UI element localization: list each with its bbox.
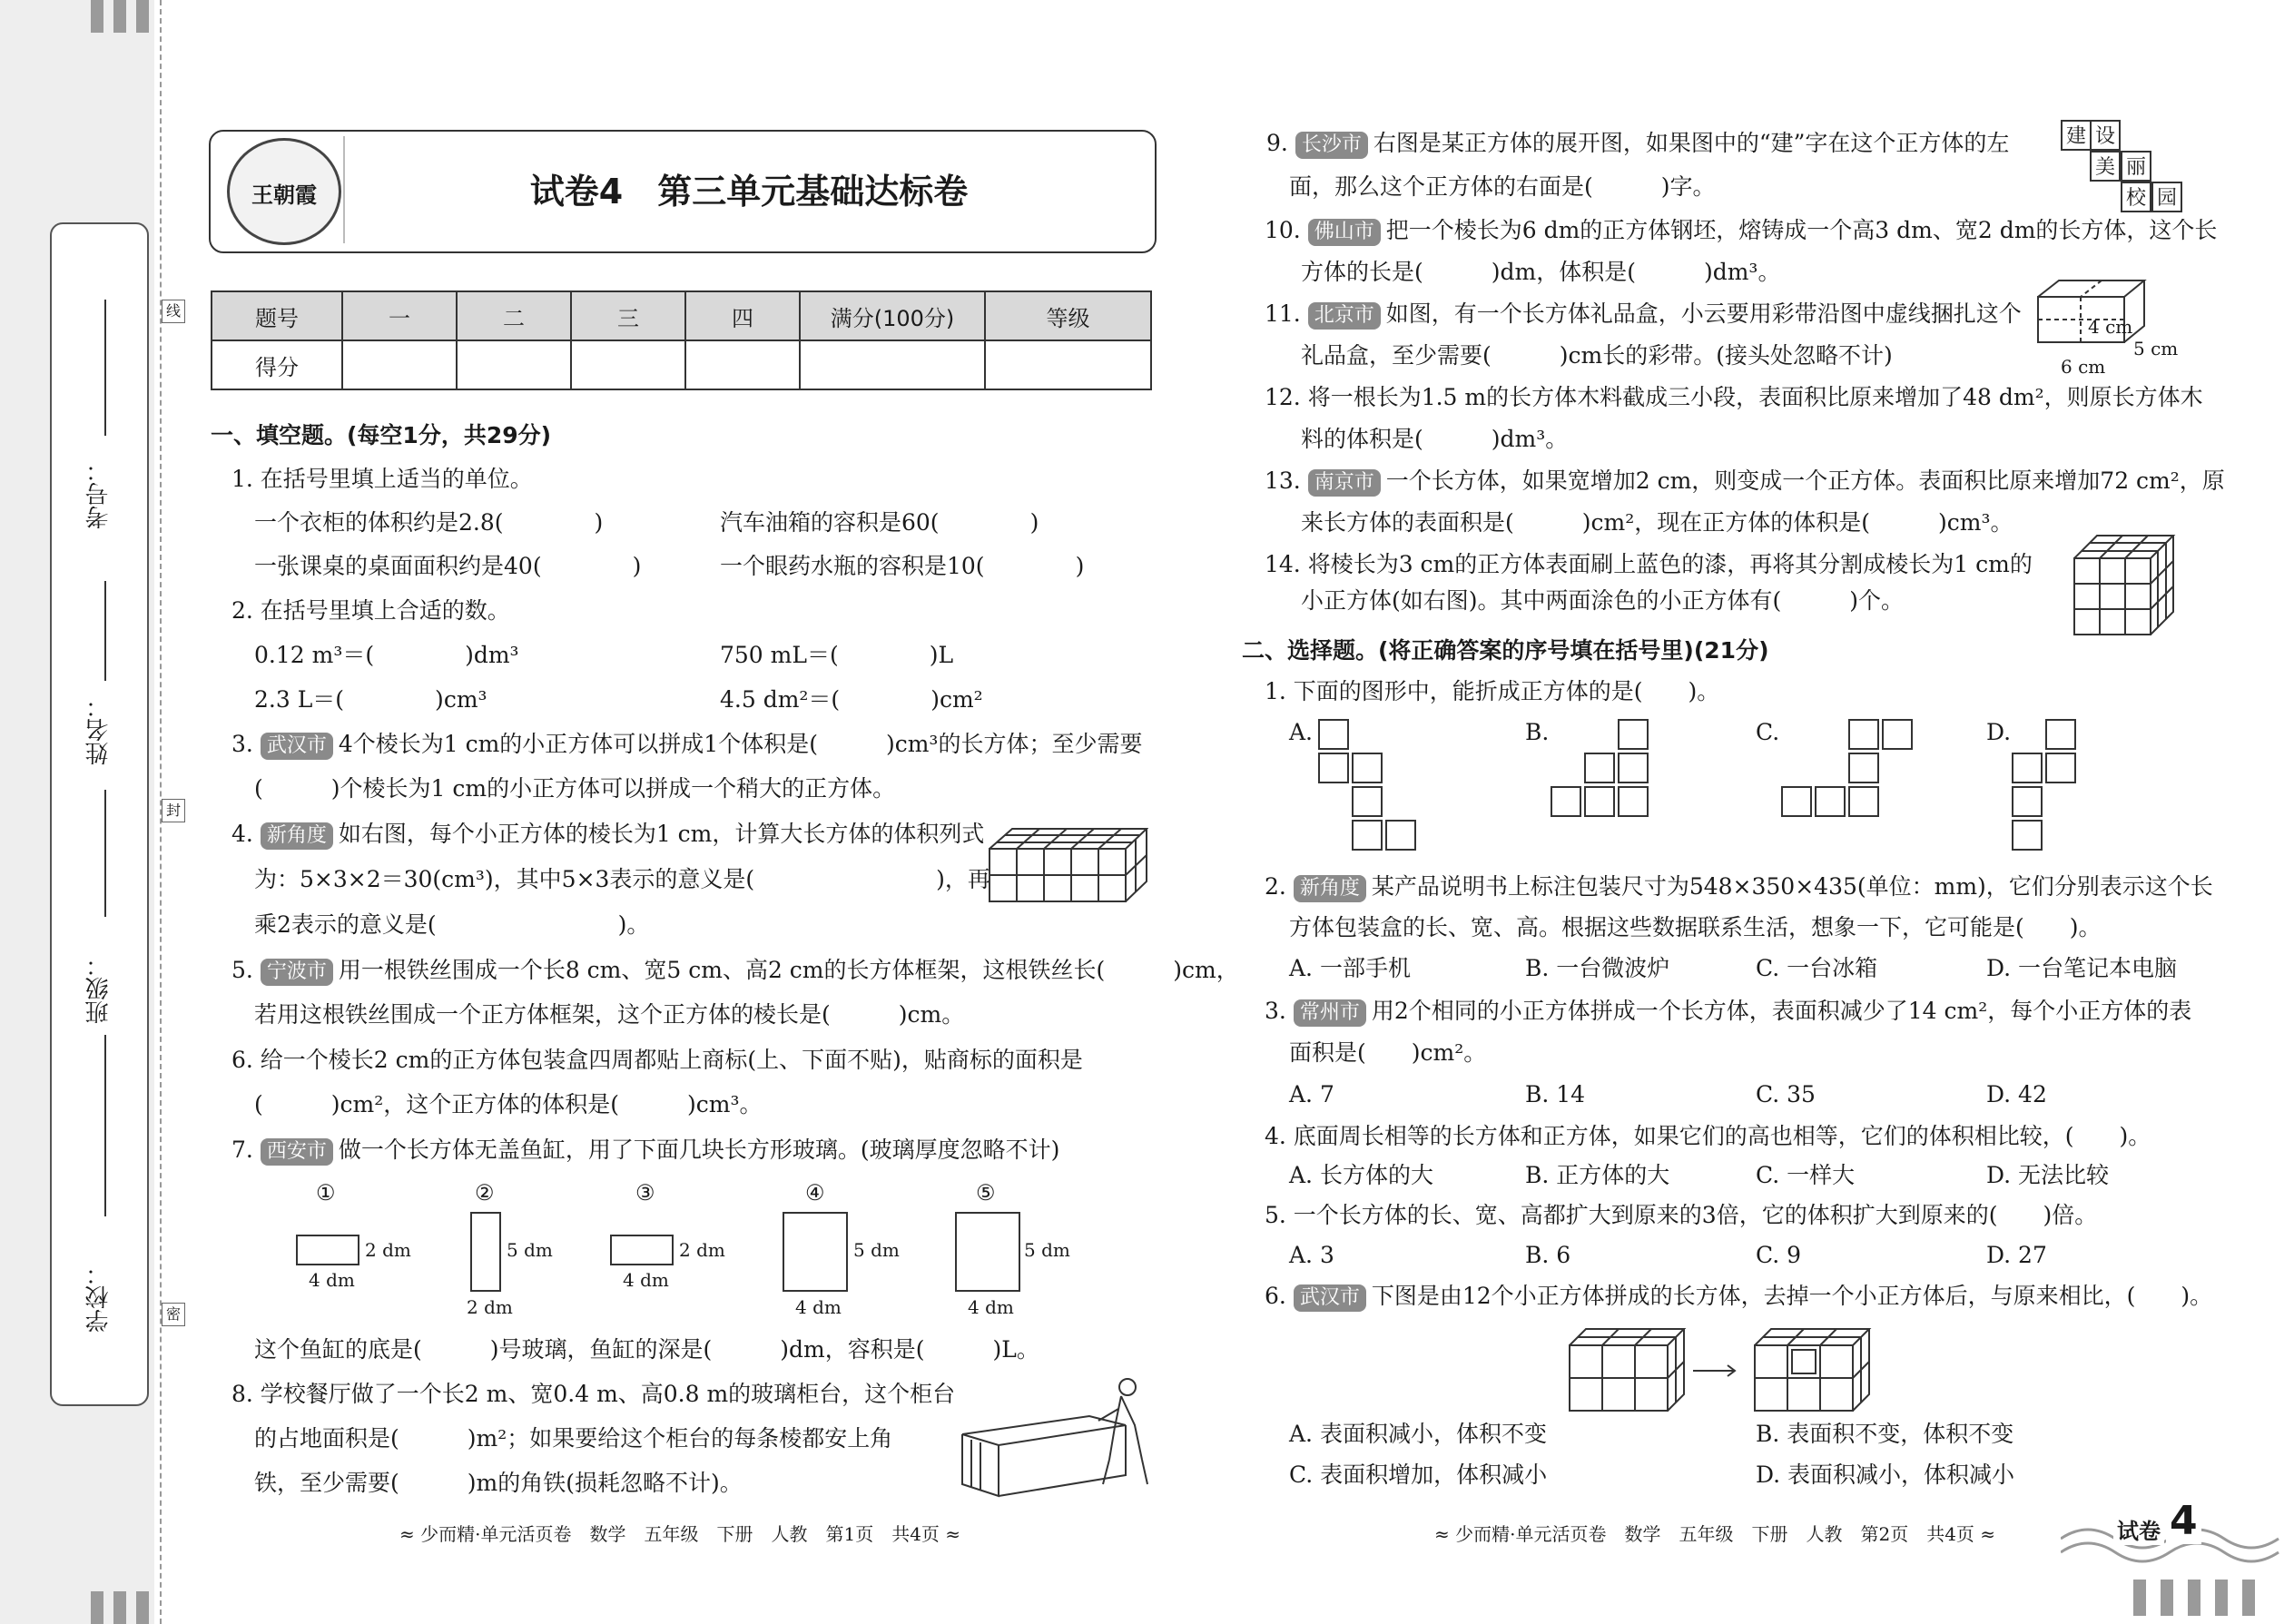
net-cell-li: 丽 <box>2121 151 2151 182</box>
glass-3-dim-r: 2 dm <box>679 1239 725 1261</box>
q5-num: 5. <box>231 957 253 983</box>
net-cell-jian: 建 <box>2061 120 2092 151</box>
glass-1 <box>296 1235 359 1265</box>
q8-line3: 铁，至少需要( )m的角铁(损耗忽略不计)。 <box>254 1470 743 1496</box>
cuboid-remove-cube-figure <box>1566 1325 1875 1416</box>
c1-opt-d: D. <box>1986 719 2012 745</box>
q3-line2: ( )个棱长为1 cm的小正方体可以拼成一个稍大的正方体。 <box>254 775 896 802</box>
net-square <box>1815 786 1846 817</box>
q4-text1: 如右图，每个小正方体的棱长为1 cm，计算大长方体的体积列式 <box>338 821 985 847</box>
region-tag: 南京市 <box>1308 469 1381 497</box>
glass-3-dim-b: 4 dm <box>623 1269 669 1291</box>
c5-opt-a[interactable]: A. 3 <box>1289 1242 1334 1268</box>
th-4: 四 <box>685 291 800 340</box>
net-square <box>1584 753 1615 783</box>
kaohao-line[interactable] <box>104 300 106 436</box>
kaohao-label: 考号： <box>85 458 113 529</box>
q2-b: 750 mL＝( )L <box>720 642 954 668</box>
q2-stem: 2. 在括号里填上合适的数。 <box>231 597 510 624</box>
region-tag: 宁波市 <box>261 959 333 986</box>
gift-dim-height: 4 cm <box>2088 316 2133 338</box>
q14-line1: 14. 将棱长为3 cm的正方体表面刷上蓝色的漆，再将其分割成棱长为1 cm的 <box>1265 551 2033 577</box>
c6-opt-a[interactable]: A. 表面积减小，体积不变 <box>1289 1421 1547 1447</box>
c6-opt-c[interactable]: C. 表面积增加，体积减小 <box>1289 1462 1548 1488</box>
net-cell-yuan: 园 <box>2151 182 2182 212</box>
glass-2-dim-b: 2 dm <box>467 1296 513 1318</box>
c1-stem: 1. 下面的图形中，能折成正方体的是( )。 <box>1265 678 1720 704</box>
student-info-box <box>50 222 149 1406</box>
net-square <box>1781 786 1812 817</box>
score-cell[interactable] <box>571 340 685 389</box>
region-tag: 北京市 <box>1308 302 1381 330</box>
bind-char: 封 <box>162 799 185 822</box>
q14-line2: 小正方体(如右图)。其中两面涂色的小正方体有( )个。 <box>1301 587 1905 614</box>
q4-line3: 乘2表示的意义是( )。 <box>254 911 650 938</box>
q4-num: 4. <box>231 821 253 847</box>
th-tihao: 题号 <box>212 291 342 340</box>
q3-text1: 4个棱长为1 cm的小正方体可以拼成1个体积是( )cm³的长方体；至少需要 <box>338 731 1143 757</box>
register-mark <box>136 1591 149 1624</box>
net-cell-xiao: 校 <box>2121 182 2151 212</box>
q9-line2: 面，那么这个正方体的右面是( )字。 <box>1289 173 1716 200</box>
score-table <box>211 290 1152 390</box>
th-1: 一 <box>342 291 457 340</box>
glass-label-3: ③ <box>635 1180 655 1206</box>
register-mark <box>2188 1580 2200 1616</box>
logo-text: 王朝霞 <box>251 182 317 208</box>
register-mark <box>113 0 126 33</box>
page-title: 试卷4 第三单元基础达标卷 <box>529 172 969 212</box>
net-square <box>1352 786 1383 817</box>
glass-4-dim-b: 4 dm <box>795 1296 842 1318</box>
c3-opt-c[interactable]: C. 35 <box>1756 1081 1816 1107</box>
region-tag: 长沙市 <box>1295 132 1368 159</box>
net-cell-she: 设 <box>2090 120 2121 151</box>
q2-a: 0.12 m³＝( )dm³ <box>254 642 519 668</box>
c3-opt-d[interactable]: D. 42 <box>1986 1081 2047 1107</box>
glass-label-5: ⑤ <box>976 1180 996 1206</box>
q5-line1 <box>231 950 1239 990</box>
q9-num: 9. <box>1266 130 1288 156</box>
c6-opt-b[interactable]: B. 表面积不变，体积不变 <box>1756 1421 2014 1447</box>
c3-num: 3. <box>1265 998 1286 1024</box>
register-mark <box>2161 1580 2173 1616</box>
q7-line1 <box>231 1130 1059 1170</box>
td-defen: 得分 <box>212 340 342 389</box>
c4-opt-c[interactable]: C. 一样大 <box>1756 1162 1856 1188</box>
q11-line2: 礼品盒，至少需要( )cm长的彩带。(接头处忽略不计) <box>1301 342 1893 369</box>
q10-line1 <box>1265 211 2217 251</box>
footer-right: ≈ 少而精·单元活页卷 数学 五年级 下册 人教 第2页 共4页 ≈ <box>1434 1523 1996 1545</box>
glass-1-dim-r: 2 dm <box>365 1239 411 1261</box>
gift-dim-length: 6 cm <box>2061 356 2106 378</box>
glass-3 <box>610 1235 674 1265</box>
c2-opt-b[interactable]: B. 一台微波炉 <box>1525 955 1670 981</box>
glass-5 <box>955 1212 1020 1292</box>
glass-label-2: ② <box>475 1180 495 1206</box>
c2-line2: 方体包装盒的长、宽、高。根据这些数据联系生活，想象一下，它可能是( )。 <box>1289 914 2102 940</box>
net-square <box>2012 753 2043 783</box>
q2-d: 4.5 dm²＝( )cm² <box>720 686 983 713</box>
bind-char: 线 <box>162 300 185 323</box>
badge-label: 试卷 <box>2113 1513 2164 1545</box>
th-3: 三 <box>571 291 685 340</box>
q1-c: 一张课桌的桌面面积约是40( ) <box>254 553 642 579</box>
register-mark <box>136 0 149 33</box>
register-mark <box>113 1591 126 1624</box>
sec1-title: 一、填空题。(每空1分，共29分) <box>211 422 552 448</box>
register-mark <box>91 0 103 33</box>
glass-label-1: ① <box>316 1180 336 1206</box>
c4-opt-a[interactable]: A. 长方体的大 <box>1289 1162 1433 1188</box>
net-square <box>2045 753 2076 783</box>
net-square <box>1385 820 1416 851</box>
glass-counter-illustration <box>953 1371 1157 1498</box>
xuexiao-line[interactable] <box>104 1035 106 1216</box>
net-square <box>1352 753 1383 783</box>
c2-opt-a[interactable]: A. 一部手机 <box>1289 955 1411 981</box>
region-tag: 新角度 <box>1294 875 1366 902</box>
net-square <box>1848 786 1879 817</box>
c2-text1: 某产品说明书上标注包装尺寸为548×350×435(单位：mm)，它们分别表示这个长 <box>1371 873 2213 900</box>
c2-opt-d[interactable]: D. 一台笔记本电脑 <box>1986 955 2178 981</box>
q9-text1: 右图是某正方体的展开图，如果图中的“建”字在这个正方体的左 <box>1373 130 2010 156</box>
glass-4-dim-r: 5 dm <box>853 1239 900 1261</box>
region-tag: 武汉市 <box>261 733 333 760</box>
q3-line1 <box>231 724 1142 764</box>
glass-5-dim-b: 4 dm <box>968 1296 1014 1318</box>
c4-opt-d[interactable]: D. 无法比较 <box>1986 1162 2110 1188</box>
cube-3x3x3-figure <box>2070 531 2179 640</box>
score-cell[interactable] <box>457 340 571 389</box>
banji-label: 班级： <box>85 953 113 1024</box>
q8-line2: 的占地面积是( )m²；如果要给这个柜台的每条棱都安上角 <box>254 1425 893 1452</box>
xingming-label: 姓名： <box>85 694 113 765</box>
q11-text1: 如图，有一个长方体礼品盒，小云要用彩带沿图中虚线捆扎这个 <box>1385 300 2022 327</box>
bind-char: 密 <box>162 1303 185 1326</box>
region-tag: 新角度 <box>261 822 333 850</box>
net-square <box>1882 719 1913 750</box>
glass-2 <box>470 1212 501 1292</box>
register-mark <box>2215 1580 2228 1616</box>
c6-line1 <box>1265 1276 2212 1316</box>
net-square <box>1618 753 1649 783</box>
net-cell-mei: 美 <box>2090 151 2121 182</box>
q11-line1 <box>1265 294 2022 334</box>
c2-opt-c[interactable]: C. 一台冰箱 <box>1756 955 1878 981</box>
c2-num: 2. <box>1265 873 1286 900</box>
q12-line1: 12. 将一根长为1.5 m的长方体木料截成三小段，表面积比原来增加了48 dm²，则原长方体木 <box>1265 384 2203 410</box>
c1-opt-c: C. <box>1756 719 1780 745</box>
register-mark <box>2133 1580 2146 1616</box>
glass-5-dim-r: 5 dm <box>1024 1239 1070 1261</box>
q3-num: 3. <box>231 731 253 757</box>
q6-line2: ( )cm²，这个正方体的体积是( )cm³。 <box>254 1091 763 1117</box>
score-cell[interactable] <box>800 340 985 389</box>
glass-2-dim-r: 5 dm <box>507 1239 553 1261</box>
c6-opt-d[interactable]: D. 表面积减小，体积减小 <box>1756 1462 2015 1488</box>
net-square <box>1584 786 1615 817</box>
c3-opt-b[interactable]: B. 14 <box>1525 1081 1586 1107</box>
net-square <box>1848 719 1879 750</box>
q7-line2: 这个鱼缸的底是( )号玻璃，鱼缸的深是( )dm，容积是( )L。 <box>254 1336 1039 1363</box>
sec2-title: 二、选择题。(将正确答案的序号填在括号里)(21分) <box>1242 637 1769 664</box>
c6-text1: 下图是由12个小正方体拼成的长方体，去掉一个小正方体后，与原来相比，( )。 <box>1371 1283 2213 1309</box>
q13-line2: 来长方体的表面积是( )cm²，现在正方体的体积是( )cm³。 <box>1301 509 2013 536</box>
net-square <box>1848 753 1879 783</box>
th-grade: 等级 <box>985 291 1151 340</box>
q13-text1: 一个长方体，如果宽增加2 cm，则变成一个正方体。表面积比原来增加72 cm²，原 <box>1385 468 2225 494</box>
q2-c: 2.3 L＝( )cm³ <box>254 686 487 713</box>
th-2: 二 <box>457 291 571 340</box>
region-tag: 常州市 <box>1294 999 1366 1027</box>
q1-a: 一个衣柜的体积约是2.8( ) <box>254 509 604 536</box>
c1-opt-b: B. <box>1525 719 1550 745</box>
c6-num: 6. <box>1265 1283 1286 1309</box>
q4-line2: 为：5×3×2＝30(cm³)，其中5×3表示的意义是( )，再 <box>254 866 990 892</box>
c3-text1: 用2个相同的小正方体拼成一个长方体，表面积减少了14 cm²，每个小正方体的表 <box>1371 998 2192 1024</box>
c3-opt-a[interactable]: A. 7 <box>1289 1081 1334 1107</box>
net-square <box>1352 820 1383 851</box>
q10-num: 10. <box>1265 217 1301 243</box>
region-tag: 西安市 <box>261 1138 333 1166</box>
net-square <box>1618 786 1649 817</box>
th-full: 满分(100分) <box>800 291 985 340</box>
q9-line1 <box>1266 123 2009 163</box>
c1-opt-a: A. <box>1289 719 1314 745</box>
c4-line1: 4. 底面周长相等的长方体和正方体，如果它们的高也相等，它们的体积相比较，( )。 <box>1265 1123 2151 1149</box>
net-square <box>1618 719 1649 750</box>
q1-d: 一个眼药水瓶的容积是10( ) <box>720 553 1085 579</box>
q10-text1: 把一个棱长为6 dm的正方体钢坯，熔铸成一个高3 dm、宽2 dm的长方体，这个长 <box>1385 217 2218 243</box>
glass-4 <box>783 1212 848 1292</box>
c5-line1: 5. 一个长方体的长、宽、高都扩大到原来的3倍，它的体积扩大到原来的( )倍。 <box>1265 1202 2098 1228</box>
score-cell[interactable] <box>985 340 1151 389</box>
q5-text1: 用一根铁丝围成一个长8 cm、宽5 cm、高2 cm的长方体框架，这根铁丝长( )cm， <box>338 957 1239 983</box>
q12-line2: 料的体积是( )dm³。 <box>1301 426 1569 452</box>
q13-num: 13. <box>1265 468 1301 494</box>
c5-opt-d[interactable]: D. 27 <box>1986 1242 2047 1268</box>
net-square <box>1551 786 1581 817</box>
gift-dim-width: 5 cm <box>2133 338 2179 359</box>
c5-opt-b[interactable]: B. 6 <box>1525 1242 1571 1268</box>
glass-label-4: ④ <box>805 1180 825 1206</box>
badge-number: 4 <box>2166 1498 2201 1544</box>
q10-line2: 方体的长是( )dm，体积是( )dm³。 <box>1301 259 1781 285</box>
q4-line1 <box>231 814 984 854</box>
q11-num: 11. <box>1265 300 1301 327</box>
region-tag: 佛山市 <box>1308 219 1381 246</box>
net-square <box>1318 719 1349 750</box>
net-square <box>1318 753 1349 783</box>
net-square <box>2012 786 2043 817</box>
register-mark <box>91 1591 103 1624</box>
q7-text1: 做一个长方体无盖鱼缸，用了下面几块长方形玻璃。(玻璃厚度忽略不计) <box>338 1137 1060 1163</box>
register-mark <box>2242 1580 2255 1616</box>
region-tag: 武汉市 <box>1294 1284 1366 1312</box>
q5-line2: 若用这根铁丝围成一个正方体框架，这个正方体的棱长是( )cm。 <box>254 1001 965 1028</box>
q13-line1 <box>1265 461 2225 501</box>
c4-opt-b[interactable]: B. 正方体的大 <box>1525 1162 1670 1188</box>
q1-b: 汽车油箱的容积是60( ) <box>720 509 1039 536</box>
cuboid-5x3x2-figure <box>985 822 1148 903</box>
c3-line1 <box>1265 991 2191 1031</box>
xuexiao-label: 学校： <box>85 1262 113 1333</box>
xingming-line[interactable] <box>104 581 106 681</box>
q8-line1: 8. 学校餐厅做了一个长2 m、宽0.4 m、高0.8 m的玻璃柜台，这个柜台 <box>231 1381 956 1407</box>
q1-stem: 1. 在括号里填上适当的单位。 <box>231 466 533 492</box>
net-square <box>2045 719 2076 750</box>
glass-1-dim-b: 4 dm <box>309 1269 355 1291</box>
score-cell[interactable] <box>342 340 457 389</box>
logo <box>227 138 341 245</box>
q6-line1: 6. 给一个棱长2 cm的正方体包装盒四周都贴上商标(上、下面不贴)，贴商标的面积是 <box>231 1047 1083 1073</box>
banji-line[interactable] <box>104 790 106 917</box>
score-cell[interactable] <box>685 340 800 389</box>
footer-left: ≈ 少而精·单元活页卷 数学 五年级 下册 人教 第1页 共4页 ≈ <box>399 1523 961 1545</box>
c3-line2: 面积是( )cm²。 <box>1289 1039 1487 1066</box>
q7-num: 7. <box>231 1137 253 1163</box>
net-square <box>2012 820 2043 851</box>
c2-line1 <box>1265 867 2213 907</box>
c5-opt-c[interactable]: C. 9 <box>1756 1242 1802 1268</box>
